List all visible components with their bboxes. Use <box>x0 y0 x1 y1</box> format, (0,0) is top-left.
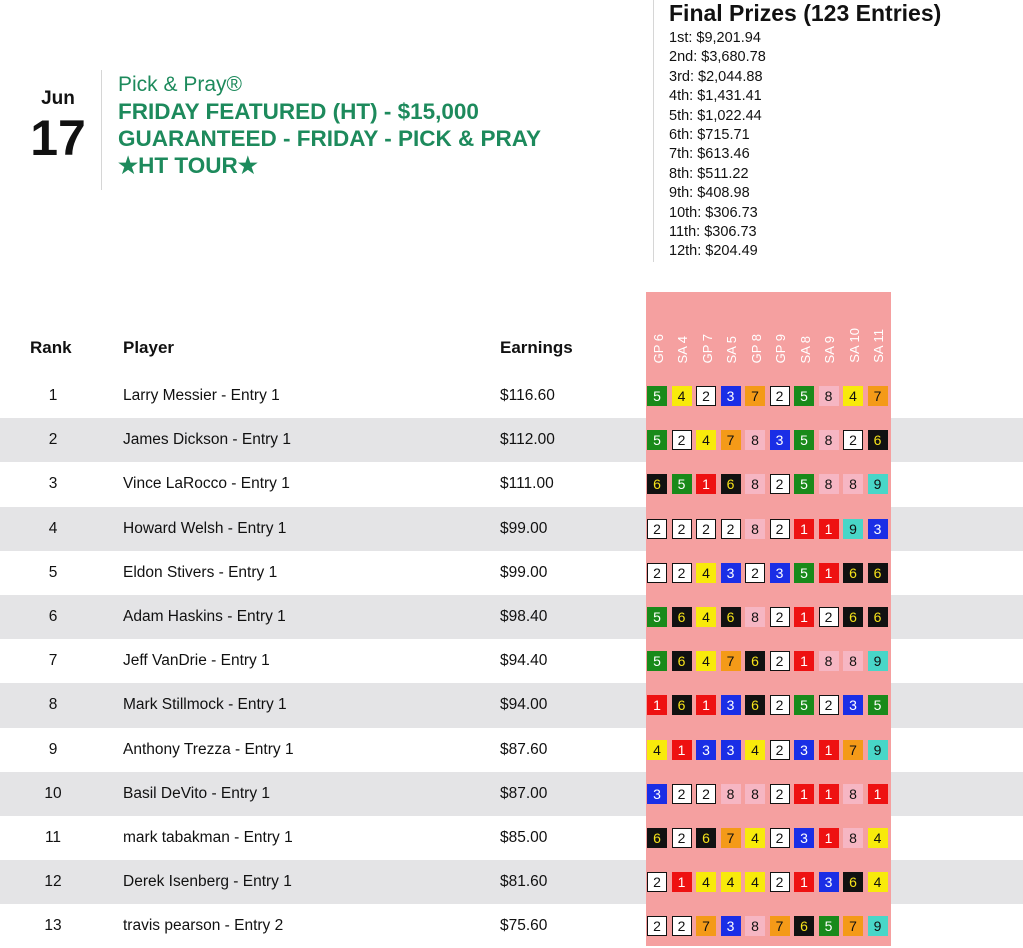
saddle-cloth-pick: 1 <box>819 519 839 539</box>
pick-sequence <box>647 916 892 936</box>
event-month: Jun <box>41 88 75 109</box>
prize-item: 7th: $613.46 <box>669 146 750 163</box>
earnings-cell: $116.60 <box>500 387 555 404</box>
player-name-cell: Jeff VanDrie - Entry 1 <box>123 652 270 670</box>
player-name-cell: Vince LaRocco - Entry 1 <box>123 475 290 493</box>
row-stripe <box>891 595 1023 639</box>
saddle-cloth-pick: 8 <box>745 916 765 936</box>
saddle-cloth-pick: 5 <box>794 430 814 450</box>
saddle-cloth-pick: 2 <box>819 695 839 715</box>
saddle-cloth-pick: 7 <box>745 386 765 406</box>
saddle-cloth-pick: 6 <box>696 828 716 848</box>
race-column-headers <box>646 292 891 373</box>
table-row[interactable] <box>0 507 1023 551</box>
prizes-list <box>653 29 941 262</box>
race-header <box>793 293 818 363</box>
rank-cell: 5 <box>48 563 58 581</box>
pick-sequence <box>647 695 892 715</box>
rank-cell: 8 <box>48 696 58 714</box>
saddle-cloth-pick: 3 <box>794 828 814 848</box>
saddle-cloth-pick: 7 <box>868 386 888 406</box>
pick-sequence <box>647 828 892 848</box>
event-date <box>28 88 88 164</box>
saddle-cloth-pick: 2 <box>770 519 790 539</box>
saddle-cloth-pick: 5 <box>647 386 667 406</box>
race-header-label: GP 9 <box>773 333 789 363</box>
saddle-cloth-pick: 5 <box>794 695 814 715</box>
table-row[interactable] <box>0 595 1023 639</box>
saddle-cloth-pick: 2 <box>721 519 741 539</box>
column-header-player[interactable]: Player <box>123 338 175 357</box>
saddle-cloth-pick: 1 <box>819 740 839 760</box>
player-name-cell: mark tabakman - Entry 1 <box>123 828 293 846</box>
table-row[interactable] <box>0 904 1023 948</box>
row-stripe <box>891 772 1023 816</box>
rank-cell: 9 <box>48 740 58 758</box>
event-day: 17 <box>30 110 86 166</box>
pick-sequence <box>647 651 892 671</box>
saddle-cloth-pick: 8 <box>843 784 863 804</box>
race-header <box>818 293 843 363</box>
table-row[interactable] <box>0 551 1023 595</box>
saddle-cloth-pick: 6 <box>868 563 888 583</box>
race-header <box>867 293 892 363</box>
saddle-cloth-pick: 7 <box>721 828 741 848</box>
player-name-cell: Eldon Stivers - Entry 1 <box>123 563 278 581</box>
saddle-cloth-pick: 2 <box>770 651 790 671</box>
saddle-cloth-pick: 8 <box>819 430 839 450</box>
saddle-cloth-pick: 4 <box>696 563 716 583</box>
column-header-earnings[interactable]: Earnings <box>500 338 573 357</box>
prize-item: 4th: $1,431.41 <box>669 88 762 105</box>
table-row[interactable] <box>0 639 1023 683</box>
race-header-label: SA 8 <box>797 335 813 363</box>
rank-cell: 4 <box>48 519 58 537</box>
saddle-cloth-pick: 3 <box>794 740 814 760</box>
saddle-cloth-pick: 3 <box>770 563 790 583</box>
saddle-cloth-pick: 2 <box>770 740 790 760</box>
race-header-label: GP 7 <box>699 333 715 363</box>
saddle-cloth-pick: 3 <box>721 740 741 760</box>
saddle-cloth-pick: 8 <box>745 474 765 494</box>
saddle-cloth-pick: 2 <box>696 519 716 539</box>
saddle-cloth-pick: 9 <box>868 651 888 671</box>
saddle-cloth-pick: 8 <box>819 651 839 671</box>
saddle-cloth-pick: 6 <box>843 563 863 583</box>
saddle-cloth-pick: 5 <box>794 386 814 406</box>
saddle-cloth-pick: 1 <box>672 740 692 760</box>
saddle-cloth-pick: 3 <box>770 430 790 450</box>
contest-brand: Pick & Pray® <box>118 73 243 96</box>
saddle-cloth-pick: 6 <box>794 916 814 936</box>
earnings-cell: $94.00 <box>500 696 548 714</box>
saddle-cloth-pick: 7 <box>843 740 863 760</box>
saddle-cloth-pick: 2 <box>770 474 790 494</box>
saddle-cloth-pick: 8 <box>721 784 741 804</box>
prize-item: 11th: $306.73 <box>669 224 757 241</box>
saddle-cloth-pick: 3 <box>721 695 741 715</box>
saddle-cloth-pick: 5 <box>672 474 692 494</box>
rank-cell: 11 <box>44 828 62 846</box>
saddle-cloth-pick: 2 <box>745 563 765 583</box>
table-row[interactable] <box>0 728 1023 772</box>
saddle-cloth-pick: 2 <box>672 828 692 848</box>
saddle-cloth-pick: 4 <box>745 828 765 848</box>
saddle-cloth-pick: 4 <box>868 872 888 892</box>
prizes-title: Final Prizes (123 Entries) <box>669 0 942 26</box>
saddle-cloth-pick: 2 <box>647 519 667 539</box>
saddle-cloth-pick: 1 <box>868 784 888 804</box>
saddle-cloth-pick: 8 <box>819 386 839 406</box>
saddle-cloth-pick: 6 <box>843 872 863 892</box>
saddle-cloth-pick: 3 <box>721 386 741 406</box>
saddle-cloth-pick: 8 <box>819 474 839 494</box>
saddle-cloth-pick: 2 <box>672 563 692 583</box>
saddle-cloth-pick: 6 <box>868 430 888 450</box>
rank-cell: 12 <box>44 873 62 891</box>
race-header-label: SA 4 <box>675 335 691 363</box>
earnings-cell: $87.00 <box>500 784 548 802</box>
race-header-label: SA 10 <box>846 328 862 363</box>
table-row[interactable] <box>0 816 1023 860</box>
saddle-cloth-pick: 3 <box>721 916 741 936</box>
saddle-cloth-pick: 3 <box>819 872 839 892</box>
saddle-cloth-pick: 7 <box>843 916 863 936</box>
contest-title-line-1: FRIDAY FEATURED (HT) - $15,000 <box>118 99 479 124</box>
earnings-cell: $99.00 <box>500 563 548 581</box>
saddle-cloth-pick: 8 <box>745 607 765 627</box>
race-header <box>720 293 745 363</box>
saddle-cloth-pick: 2 <box>770 695 790 715</box>
saddle-cloth-pick: 8 <box>843 828 863 848</box>
saddle-cloth-pick: 4 <box>696 430 716 450</box>
saddle-cloth-pick: 1 <box>794 519 814 539</box>
saddle-cloth-pick: 6 <box>721 607 741 627</box>
prizes-divider <box>653 0 654 262</box>
prize-item: 3rd: $2,044.88 <box>669 68 763 85</box>
player-name-cell: Larry Messier - Entry 1 <box>123 387 280 404</box>
saddle-cloth-pick: 2 <box>770 607 790 627</box>
saddle-cloth-pick: 5 <box>794 563 814 583</box>
saddle-cloth-pick: 1 <box>794 651 814 671</box>
saddle-cloth-pick: 4 <box>745 740 765 760</box>
saddle-cloth-pick: 2 <box>672 430 692 450</box>
contest-title-line-3: ★HT TOUR★ <box>118 153 258 178</box>
saddle-cloth-pick: 7 <box>770 916 790 936</box>
saddle-cloth-pick: 2 <box>770 872 790 892</box>
contest-title-line-2: GUARANTEED - FRIDAY - PICK & PRAY <box>118 126 541 151</box>
prize-item: 10th: $306.73 <box>669 204 758 221</box>
pick-sequence <box>647 740 892 760</box>
saddle-cloth-pick: 6 <box>745 695 765 715</box>
saddle-cloth-pick: 4 <box>696 651 716 671</box>
saddle-cloth-pick: 1 <box>794 872 814 892</box>
saddle-cloth-pick: 1 <box>794 607 814 627</box>
row-stripe <box>0 683 646 727</box>
player-name-cell: Adam Haskins - Entry 1 <box>123 607 286 625</box>
table-row[interactable] <box>0 462 1023 506</box>
saddle-cloth-pick: 9 <box>868 474 888 494</box>
race-header <box>671 293 696 363</box>
pick-sequence <box>647 386 892 406</box>
player-name-cell: Mark Stillmock - Entry 1 <box>123 696 287 714</box>
saddle-cloth-pick: 8 <box>745 519 765 539</box>
table-row[interactable] <box>0 374 1023 418</box>
saddle-cloth-pick: 3 <box>843 695 863 715</box>
race-header-label: SA 9 <box>822 335 838 363</box>
saddle-cloth-pick: 2 <box>647 916 667 936</box>
pick-sequence <box>647 607 892 627</box>
player-name-cell: Derek Isenberg - Entry 1 <box>123 873 292 891</box>
saddle-cloth-pick: 1 <box>696 695 716 715</box>
player-name-cell: travis pearson - Entry 2 <box>123 917 284 935</box>
rank-cell: 6 <box>48 607 58 625</box>
prize-item: 2nd: $3,680.78 <box>669 49 766 66</box>
saddle-cloth-pick: 5 <box>819 916 839 936</box>
header-divider <box>101 70 102 190</box>
saddle-cloth-pick: 6 <box>868 607 888 627</box>
saddle-cloth-pick: 2 <box>672 519 692 539</box>
saddle-cloth-pick: 9 <box>868 740 888 760</box>
saddle-cloth-pick: 4 <box>647 740 667 760</box>
saddle-cloth-pick: 2 <box>672 784 692 804</box>
prize-item: 5th: $1,022.44 <box>669 107 762 124</box>
pick-sequence <box>647 784 892 804</box>
table-row[interactable] <box>0 772 1023 816</box>
pick-sequence <box>647 872 892 892</box>
earnings-cell: $98.40 <box>500 607 548 625</box>
saddle-cloth-pick: 7 <box>696 916 716 936</box>
race-header <box>646 293 671 363</box>
race-header <box>695 293 720 363</box>
prize-item: 9th: $408.98 <box>669 185 750 202</box>
earnings-cell: $99.00 <box>500 519 548 537</box>
saddle-cloth-pick: 6 <box>672 607 692 627</box>
pick-sequence <box>647 563 892 583</box>
saddle-cloth-pick: 2 <box>843 430 863 450</box>
rank-cell: 10 <box>44 784 62 802</box>
final-prizes-panel <box>653 0 941 262</box>
saddle-cloth-pick: 6 <box>672 695 692 715</box>
contest-title-block <box>118 72 541 179</box>
saddle-cloth-pick: 3 <box>721 563 741 583</box>
saddle-cloth-pick: 2 <box>672 916 692 936</box>
row-stripe <box>0 772 646 816</box>
saddle-cloth-pick: 9 <box>868 916 888 936</box>
saddle-cloth-pick: 6 <box>721 474 741 494</box>
table-row[interactable] <box>0 860 1023 904</box>
player-name-cell: Anthony Trezza - Entry 1 <box>123 740 294 758</box>
player-name-cell: Basil DeVito - Entry 1 <box>123 784 271 802</box>
saddle-cloth-pick: 8 <box>745 784 765 804</box>
row-stripe <box>0 507 646 551</box>
earnings-cell: $85.00 <box>500 828 548 846</box>
column-header-rank[interactable]: Rank <box>30 338 72 357</box>
player-name-cell: Howard Welsh - Entry 1 <box>123 519 287 537</box>
row-stripe <box>0 595 646 639</box>
race-header-label: SA 5 <box>724 335 740 363</box>
rank-cell: 2 <box>48 431 58 449</box>
saddle-cloth-pick: 1 <box>696 474 716 494</box>
rank-cell: 7 <box>48 652 58 670</box>
saddle-cloth-pick: 3 <box>868 519 888 539</box>
saddle-cloth-pick: 5 <box>647 651 667 671</box>
pick-sequence <box>647 519 892 539</box>
row-stripe <box>891 683 1023 727</box>
race-header <box>744 293 769 363</box>
saddle-cloth-pick: 4 <box>672 386 692 406</box>
saddle-cloth-pick: 2 <box>696 386 716 406</box>
saddle-cloth-pick: 4 <box>868 828 888 848</box>
saddle-cloth-pick: 1 <box>819 784 839 804</box>
saddle-cloth-pick: 2 <box>770 386 790 406</box>
saddle-cloth-pick: 4 <box>745 872 765 892</box>
race-header <box>769 293 794 363</box>
rank-cell: 13 <box>44 917 62 935</box>
saddle-cloth-pick: 4 <box>696 872 716 892</box>
saddle-cloth-pick: 6 <box>745 651 765 671</box>
saddle-cloth-pick: 2 <box>647 563 667 583</box>
saddle-cloth-pick: 6 <box>647 828 667 848</box>
earnings-cell: $81.60 <box>500 873 548 891</box>
earnings-cell: $75.60 <box>500 917 548 935</box>
saddle-cloth-pick: 2 <box>770 784 790 804</box>
saddle-cloth-pick: 5 <box>647 430 667 450</box>
rank-cell: 1 <box>48 387 58 404</box>
leaderboard-table <box>0 374 1023 948</box>
table-row[interactable] <box>0 683 1023 727</box>
saddle-cloth-pick: 2 <box>770 828 790 848</box>
race-header <box>842 293 867 363</box>
saddle-cloth-pick: 8 <box>745 430 765 450</box>
saddle-cloth-pick: 7 <box>721 651 741 671</box>
saddle-cloth-pick: 8 <box>843 651 863 671</box>
saddle-cloth-pick: 5 <box>647 607 667 627</box>
earnings-cell: $87.60 <box>500 740 548 758</box>
prize-item: 6th: $715.71 <box>669 127 750 144</box>
saddle-cloth-pick: 9 <box>843 519 863 539</box>
prize-item: 8th: $511.22 <box>669 165 749 182</box>
prize-item: 1st: $9,201.94 <box>669 30 761 46</box>
race-header-label: SA 11 <box>871 329 887 363</box>
saddle-cloth-pick: 6 <box>647 474 667 494</box>
saddle-cloth-pick: 2 <box>647 872 667 892</box>
row-stripe <box>891 507 1023 551</box>
saddle-cloth-pick: 8 <box>843 474 863 494</box>
saddle-cloth-pick: 6 <box>672 651 692 671</box>
saddle-cloth-pick: 4 <box>843 386 863 406</box>
saddle-cloth-pick: 2 <box>696 784 716 804</box>
saddle-cloth-pick: 1 <box>647 695 667 715</box>
pick-sequence <box>647 430 892 450</box>
prize-item: 12th: $204.49 <box>669 243 758 260</box>
race-header-label: GP 6 <box>650 333 666 363</box>
saddle-cloth-pick: 4 <box>696 607 716 627</box>
saddle-cloth-pick: 1 <box>819 828 839 848</box>
pick-sequence <box>647 474 892 494</box>
table-row[interactable] <box>0 418 1023 462</box>
player-name-cell: James Dickson - Entry 1 <box>123 431 291 449</box>
saddle-cloth-pick: 1 <box>819 563 839 583</box>
saddle-cloth-pick: 5 <box>868 695 888 715</box>
earnings-cell: $111.00 <box>500 475 554 493</box>
earnings-cell: $94.40 <box>500 652 548 670</box>
row-stripe <box>0 860 646 904</box>
earnings-cell: $112.00 <box>500 431 555 449</box>
saddle-cloth-pick: 2 <box>819 607 839 627</box>
saddle-cloth-pick: 7 <box>721 430 741 450</box>
row-stripe <box>891 418 1023 462</box>
row-stripe <box>891 860 1023 904</box>
saddle-cloth-pick: 1 <box>672 872 692 892</box>
saddle-cloth-pick: 6 <box>843 607 863 627</box>
saddle-cloth-pick: 1 <box>794 784 814 804</box>
saddle-cloth-pick: 4 <box>721 872 741 892</box>
race-header-label: GP 8 <box>748 333 764 363</box>
saddle-cloth-pick: 3 <box>696 740 716 760</box>
saddle-cloth-pick: 3 <box>647 784 667 804</box>
saddle-cloth-pick: 5 <box>794 474 814 494</box>
rank-cell: 3 <box>48 475 58 493</box>
